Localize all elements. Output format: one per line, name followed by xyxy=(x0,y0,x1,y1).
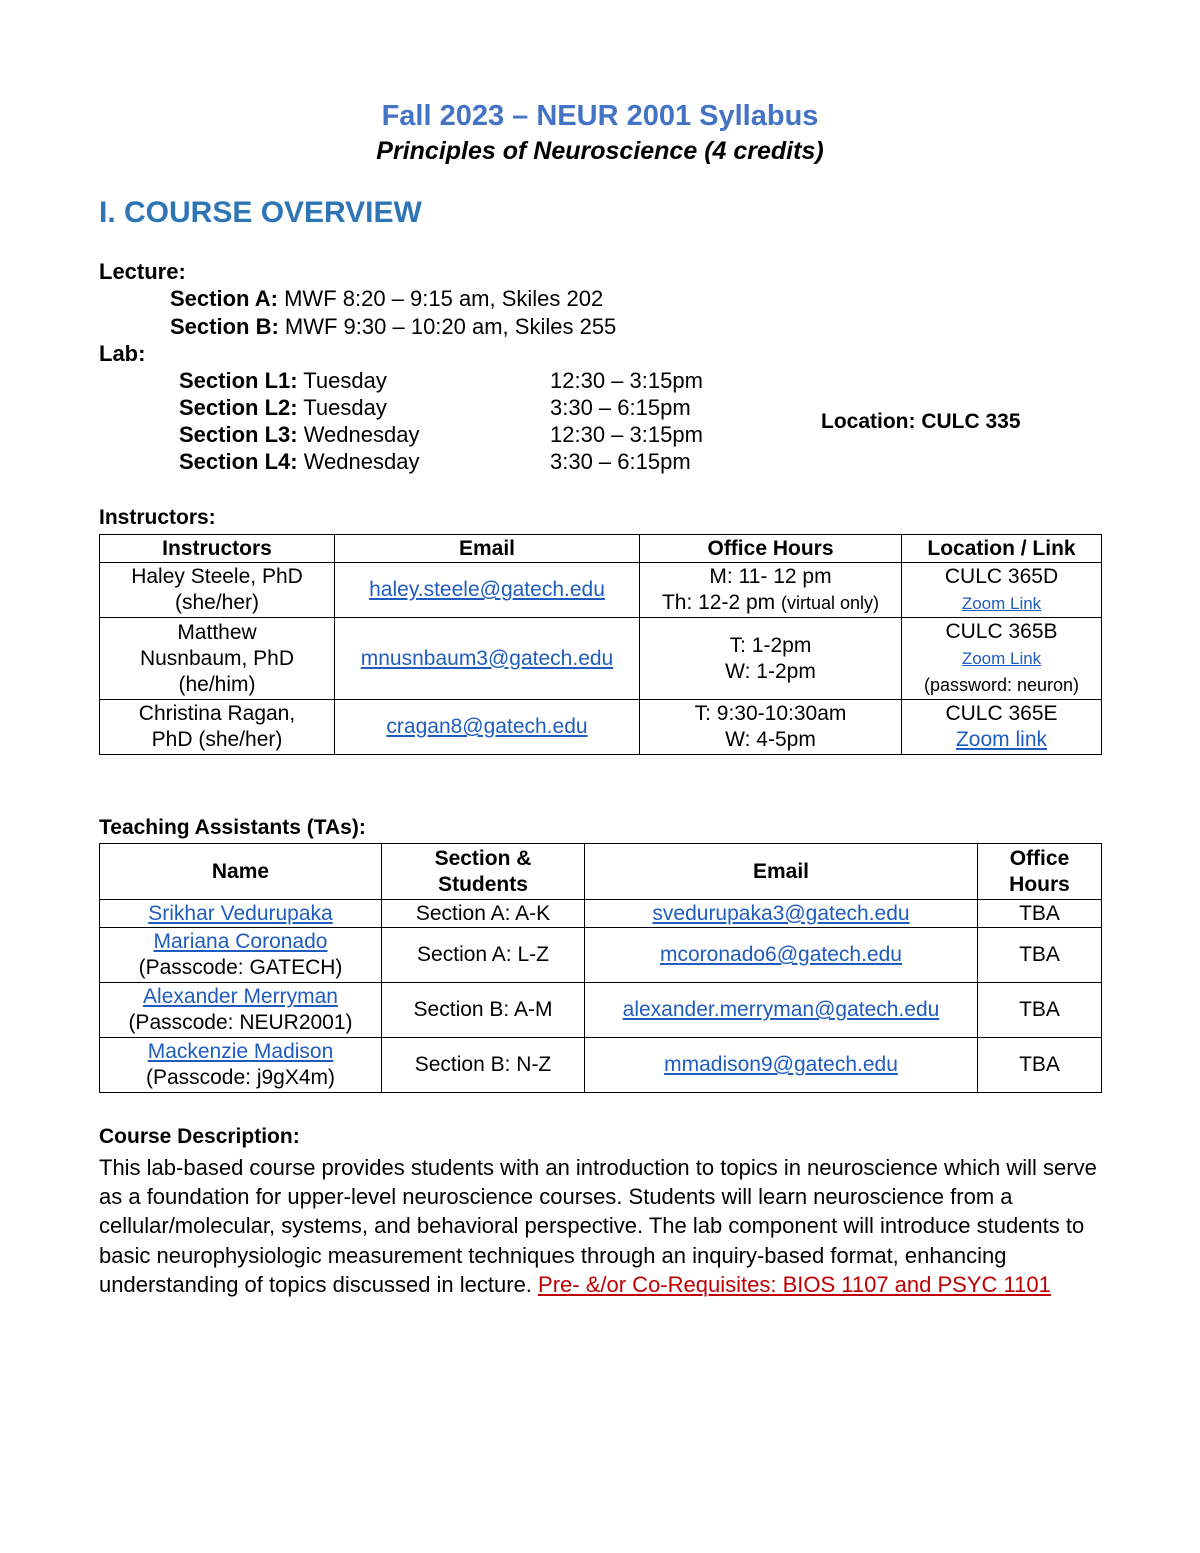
document-title: Fall 2023 – NEUR 2001 Syllabus xyxy=(381,100,819,132)
ta-email xyxy=(585,1038,978,1093)
ta-name-link[interactable]: Alexander Merryman xyxy=(143,985,338,1008)
hours-note: (virtual only) xyxy=(781,593,880,613)
location-link xyxy=(902,618,1102,700)
instructors-label: Instructors: xyxy=(99,506,216,529)
ta-passcode: (Passcode: GATECH) xyxy=(138,956,343,979)
column-header: Email xyxy=(335,535,640,563)
hours-line: T: 1-2pm xyxy=(729,633,812,657)
column-header xyxy=(382,844,585,900)
email-link[interactable]: haley.steele@gatech.edu xyxy=(369,578,605,601)
name-line: Nusnbaum, PhD xyxy=(139,646,295,670)
lab-section-label: Section L1: xyxy=(179,368,298,393)
table-row xyxy=(100,900,1102,928)
email-link[interactable]: svedurupaka3@gatech.edu xyxy=(652,901,910,925)
lab-section-time: 12:30 – 3:15pm xyxy=(550,368,703,393)
email-link[interactable]: mnusnbaum3@gatech.edu xyxy=(360,646,614,670)
lecture-section-label: Section A: xyxy=(170,286,278,311)
lecture-section-value: MWF 9:30 – 10:20 am, Skiles 255 xyxy=(278,314,617,339)
lab-section-day: Tuesday xyxy=(297,395,387,420)
instructors-header-row xyxy=(100,535,1102,563)
lecture-section-a xyxy=(170,285,603,312)
lab-section-label: Section L4: xyxy=(179,449,298,474)
column-header: Email xyxy=(585,844,978,900)
ta-email xyxy=(585,900,978,928)
ta-section: Section A: A-K xyxy=(382,900,585,928)
ta-name-link[interactable]: Mariana Coronado xyxy=(153,930,328,953)
section-heading-course-overview: I. COURSE OVERVIEW xyxy=(99,196,422,229)
lecture-section-b xyxy=(170,313,616,340)
ta-name-link[interactable]: Srikhar Vedurupaka xyxy=(148,901,333,925)
column-header xyxy=(978,844,1102,900)
column-header: Name xyxy=(100,844,382,900)
instructor-email xyxy=(335,563,640,618)
location-text: CULC 365D xyxy=(944,564,1059,588)
ta-office-hours: TBA xyxy=(978,983,1102,1038)
email-link[interactable]: mmadison9@gatech.edu xyxy=(664,1053,898,1076)
lab-section-label: Section L3: xyxy=(179,422,298,447)
column-header: Instructors xyxy=(100,535,335,563)
lab-section-day: Wednesday xyxy=(297,422,420,447)
ta-passcode: (Passcode: NEUR2001) xyxy=(128,1011,353,1034)
lab-section-l3 xyxy=(179,421,419,448)
instructor-name xyxy=(100,563,335,618)
location-link xyxy=(902,700,1102,755)
table-row xyxy=(100,983,1102,1038)
location-text: CULC 365E xyxy=(945,702,1058,725)
ta-email xyxy=(585,928,978,983)
header-line: Section & xyxy=(434,846,532,870)
ta-section: Section B: A-M xyxy=(382,983,585,1038)
prerequisites-text: Pre- &/or Co-Requisites: BIOS 1107 and PSYC 1101 xyxy=(538,1271,1051,1297)
tas-header-row xyxy=(100,844,1102,900)
table-row xyxy=(100,563,1102,618)
column-header: Location / Link xyxy=(902,535,1102,563)
ta-passcode: (Passcode: j9gX4m) xyxy=(145,1066,336,1089)
lecture-section-value: MWF 8:20 – 9:15 am, Skiles 202 xyxy=(277,286,604,311)
tas-label: Teaching Assistants (TAs): xyxy=(99,816,366,839)
office-hours xyxy=(640,618,902,700)
header-line: Office xyxy=(1009,846,1070,870)
ta-office-hours: TBA xyxy=(978,928,1102,983)
hours-line: T: 9:30-10:30am xyxy=(694,702,847,725)
lab-label: Lab: xyxy=(99,341,146,366)
instructor-email xyxy=(335,700,640,755)
lecture-section-label: Section B: xyxy=(170,314,279,339)
name-line: PhD (she/her) xyxy=(151,728,283,751)
document-subtitle: Principles of Neuroscience (4 credits) xyxy=(376,137,824,165)
hours-line: W: 1-2pm xyxy=(725,659,816,683)
zoom-password: (password: neuron) xyxy=(923,675,1080,695)
email-link[interactable]: alexander.merryman@gatech.edu xyxy=(622,998,940,1021)
table-row xyxy=(100,618,1102,700)
zoom-link[interactable]: Zoom Link xyxy=(961,593,1042,613)
header-line: Hours xyxy=(1009,872,1070,896)
lab-section-label: Section L2: xyxy=(179,395,298,420)
lab-section-time: 3:30 – 6:15pm xyxy=(550,395,691,420)
ta-name xyxy=(100,983,382,1038)
instructor-email xyxy=(335,618,640,700)
table-row xyxy=(100,1038,1102,1093)
hours-line xyxy=(642,590,899,616)
location-link xyxy=(902,563,1102,618)
name-line: Matthew xyxy=(177,620,257,644)
ta-name-link[interactable]: Mackenzie Madison xyxy=(147,1040,334,1063)
ta-office-hours: TBA xyxy=(978,1038,1102,1093)
email-link[interactable]: cragan8@gatech.edu xyxy=(386,715,588,738)
hours-line: W: 4-5pm xyxy=(725,728,816,751)
lab-section-day: Wednesday xyxy=(297,449,420,474)
lab-section-l2 xyxy=(179,394,387,421)
office-hours xyxy=(640,700,902,755)
lab-section-day: Tuesday xyxy=(297,368,387,393)
ta-name xyxy=(100,900,382,928)
instructor-name xyxy=(100,618,335,700)
ta-email xyxy=(585,983,978,1038)
lecture-label: Lecture: xyxy=(99,259,186,284)
column-header: Office Hours xyxy=(640,535,902,563)
ta-name xyxy=(100,928,382,983)
office-hours xyxy=(640,563,902,618)
lab-section-time: 12:30 – 3:15pm xyxy=(550,422,703,447)
lab-section-l4 xyxy=(179,448,419,475)
zoom-link[interactable]: Zoom link xyxy=(955,728,1048,751)
hours-line: M: 11- 12 pm xyxy=(709,565,832,588)
table-row xyxy=(100,928,1102,983)
instructor-name xyxy=(100,700,335,755)
lab-section-l1 xyxy=(179,367,387,394)
name-line: Haley Steele, PhD xyxy=(131,565,303,588)
ta-section: Section A: L-Z xyxy=(382,928,585,983)
course-description-text: This lab-based course provides students with an introduction to topics in neuroscience which will serve as a foundation for upper-level neuroscience courses. Students will learn neuroscience from a cellular/molecular, systems, and behavioral perspective. The lab component will introduce students to basic neurophysiologic measurement techniques through an inquiry-based format, enhancing understanding of topics discussed in lecture. xyxy=(99,1155,1097,1297)
tas-table xyxy=(99,843,1102,1093)
instructors-table xyxy=(99,534,1102,755)
lab-location: Location: CULC 335 xyxy=(821,410,1021,433)
ta-section: Section B: N-Z xyxy=(382,1038,585,1093)
course-description-label: Course Description: xyxy=(99,1125,300,1148)
name-line: Christina Ragan, xyxy=(138,702,296,725)
ta-office-hours: TBA xyxy=(978,900,1102,928)
pronouns: (she/her) xyxy=(174,591,260,614)
course-description xyxy=(99,1153,1099,1299)
table-row xyxy=(100,700,1102,755)
location-text: CULC 365B xyxy=(945,620,1058,643)
pronouns: (he/him) xyxy=(178,672,256,696)
hours-text: Th: 12-2 pm xyxy=(661,591,782,614)
lab-section-time: 3:30 – 6:15pm xyxy=(550,449,691,474)
ta-name xyxy=(100,1038,382,1093)
header-line: Students xyxy=(438,872,528,896)
zoom-link[interactable]: Zoom Link xyxy=(961,649,1042,668)
email-link[interactable]: mcoronado6@gatech.edu xyxy=(660,943,902,966)
